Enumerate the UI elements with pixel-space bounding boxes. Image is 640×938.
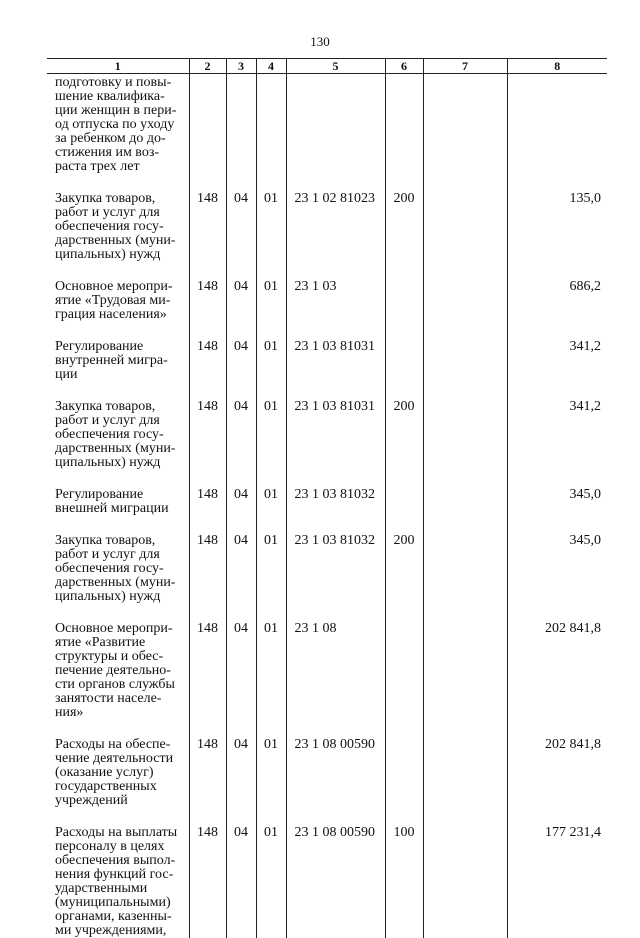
row-name-line: раста трех лет <box>55 160 187 174</box>
row-expense-type-cell <box>385 262 423 322</box>
row-name-cell <box>47 382 189 470</box>
table-row <box>47 604 607 720</box>
row-amount-cell: 177 231,4 <box>507 808 607 938</box>
row-amount-cell <box>507 74 607 175</box>
row-expense-type-cell: 100 <box>385 808 423 938</box>
row-target-code-cell: 23 1 03 <box>286 262 385 322</box>
row-subsection-cell: 04 <box>226 720 256 808</box>
row-target-code-cell: 23 1 08 00590 <box>286 808 385 938</box>
table-row <box>47 720 607 808</box>
row-section-cell: 148 <box>189 322 226 382</box>
row-name-line: дарственных (муни- <box>55 576 187 590</box>
row-subsection2-cell: 01 <box>256 322 286 382</box>
row-name-line: ции <box>55 368 187 382</box>
row-name-line: обеспечения госу- <box>55 562 187 576</box>
row-name-line: ципальных) нужд <box>55 456 187 470</box>
row-expense-type-cell: 200 <box>385 516 423 604</box>
row-section-cell <box>189 74 226 175</box>
row-name-line: Регулирование <box>55 340 187 354</box>
row-name-line: Закупка товаров, <box>55 400 187 414</box>
row-name-line: ми учреждениями, <box>55 924 187 938</box>
row-subsection-cell: 04 <box>226 516 256 604</box>
row-name-line: Расходы на выплаты <box>55 826 187 840</box>
row-amount-cell: 202 841,8 <box>507 604 607 720</box>
row-col7-cell <box>423 720 507 808</box>
row-col7-cell <box>423 470 507 516</box>
row-name-cell <box>47 322 189 382</box>
row-target-code-cell: 23 1 03 81031 <box>286 322 385 382</box>
row-subsection-cell: 04 <box>226 322 256 382</box>
row-expense-type-cell <box>385 604 423 720</box>
column-header-2: 2 <box>189 59 226 74</box>
row-amount-cell: 686,2 <box>507 262 607 322</box>
row-name-line: структуры и обес- <box>55 650 187 664</box>
table-row <box>47 382 607 470</box>
row-name-cell <box>47 516 189 604</box>
row-name-line: подготовку и повы- <box>55 76 187 90</box>
column-header-1: 1 <box>47 59 189 74</box>
row-name-cell <box>47 174 189 262</box>
row-col7-cell <box>423 174 507 262</box>
row-section-cell: 148 <box>189 382 226 470</box>
row-subsection2-cell: 01 <box>256 174 286 262</box>
table-row <box>47 262 607 322</box>
row-target-code-cell: 23 1 08 00590 <box>286 720 385 808</box>
row-expense-type-cell <box>385 74 423 175</box>
column-header-8: 8 <box>507 59 607 74</box>
row-name-cell <box>47 604 189 720</box>
row-name-line: обеспечения госу- <box>55 220 187 234</box>
row-col7-cell <box>423 808 507 938</box>
row-name-line: обеспечения госу- <box>55 428 187 442</box>
row-subsection-cell: 04 <box>226 262 256 322</box>
row-subsection2-cell: 01 <box>256 808 286 938</box>
row-target-code-cell: 23 1 03 81032 <box>286 470 385 516</box>
row-name-line: органами, казенны- <box>55 910 187 924</box>
column-header-5: 5 <box>286 59 385 74</box>
row-subsection2-cell: 01 <box>256 382 286 470</box>
row-section-cell: 148 <box>189 174 226 262</box>
row-expense-type-cell: 200 <box>385 174 423 262</box>
row-section-cell: 148 <box>189 470 226 516</box>
row-name-cell <box>47 74 189 175</box>
row-section-cell: 148 <box>189 516 226 604</box>
row-subsection2-cell <box>256 74 286 175</box>
row-col7-cell <box>423 516 507 604</box>
row-amount-cell: 341,2 <box>507 382 607 470</box>
row-name-line: Закупка товаров, <box>55 192 187 206</box>
row-subsection-cell: 04 <box>226 808 256 938</box>
table-row <box>47 174 607 262</box>
table-body <box>47 74 607 938</box>
row-name-line: чение деятельности <box>55 752 187 766</box>
row-subsection-cell: 04 <box>226 174 256 262</box>
row-name-line: работ и услуг для <box>55 206 187 220</box>
row-name-cell <box>47 808 189 938</box>
row-name-line: ния» <box>55 706 187 720</box>
row-section-cell: 148 <box>189 262 226 322</box>
row-expense-type-cell: 200 <box>385 382 423 470</box>
row-name-line: ципальных) нужд <box>55 248 187 262</box>
row-target-code-cell <box>286 74 385 175</box>
row-name-line: (муниципальными) <box>55 896 187 910</box>
row-name-line: печение деятельно- <box>55 664 187 678</box>
row-target-code-cell: 23 1 03 81032 <box>286 516 385 604</box>
row-name-line: ципальных) нужд <box>55 590 187 604</box>
row-subsection2-cell: 01 <box>256 604 286 720</box>
row-amount-cell: 341,2 <box>507 322 607 382</box>
row-subsection2-cell: 01 <box>256 516 286 604</box>
row-subsection-cell <box>226 74 256 175</box>
row-name-line: работ и услуг для <box>55 548 187 562</box>
row-section-cell: 148 <box>189 604 226 720</box>
column-header-6: 6 <box>385 59 423 74</box>
row-name-line: обеспечения выпол- <box>55 854 187 868</box>
row-subsection-cell: 04 <box>226 470 256 516</box>
row-section-cell: 148 <box>189 720 226 808</box>
row-section-cell: 148 <box>189 808 226 938</box>
row-col7-cell <box>423 322 507 382</box>
table-row <box>47 74 607 175</box>
table-row <box>47 322 607 382</box>
row-name-cell <box>47 470 189 516</box>
row-name-line: занятости населе- <box>55 692 187 706</box>
row-name-line: дарственных (муни- <box>55 442 187 456</box>
row-col7-cell <box>423 262 507 322</box>
row-name-line: Регулирование <box>55 488 187 502</box>
row-name-line: работ и услуг для <box>55 414 187 428</box>
row-name-line: сти органов службы <box>55 678 187 692</box>
row-name-line: Основное меропри- <box>55 622 187 636</box>
row-name-line: стижения им воз- <box>55 146 187 160</box>
row-name-line: нения функций гос- <box>55 868 187 882</box>
budget-table <box>47 58 607 938</box>
row-target-code-cell: 23 1 02 81023 <box>286 174 385 262</box>
row-amount-cell: 345,0 <box>507 470 607 516</box>
column-header-4: 4 <box>256 59 286 74</box>
column-header-3: 3 <box>226 59 256 74</box>
row-amount-cell: 202 841,8 <box>507 720 607 808</box>
row-name-line: государственных <box>55 780 187 794</box>
table-row <box>47 516 607 604</box>
row-col7-cell <box>423 74 507 175</box>
row-subsection2-cell: 01 <box>256 720 286 808</box>
row-name-line: внутренней мигра- <box>55 354 187 368</box>
row-name-line: внешней миграции <box>55 502 187 516</box>
row-name-line: шение квалифика- <box>55 90 187 104</box>
row-subsection-cell: 04 <box>226 382 256 470</box>
row-name-line: за ребенком до до- <box>55 132 187 146</box>
row-name-line: (оказание услуг) <box>55 766 187 780</box>
row-target-code-cell: 23 1 08 <box>286 604 385 720</box>
row-name-cell <box>47 262 189 322</box>
row-amount-cell: 135,0 <box>507 174 607 262</box>
row-expense-type-cell <box>385 720 423 808</box>
row-name-line: ятие «Трудовая ми- <box>55 294 187 308</box>
table-row <box>47 470 607 516</box>
row-name-line: учреждений <box>55 794 187 808</box>
row-amount-cell: 345,0 <box>507 516 607 604</box>
row-name-line: од отпуска по уходу <box>55 118 187 132</box>
row-subsection2-cell: 01 <box>256 470 286 516</box>
row-name-line: ции женщин в пери- <box>55 104 187 118</box>
row-expense-type-cell <box>385 322 423 382</box>
row-col7-cell <box>423 382 507 470</box>
row-subsection2-cell: 01 <box>256 262 286 322</box>
column-header-7: 7 <box>423 59 507 74</box>
row-name-line: ятие «Развитие <box>55 636 187 650</box>
row-name-line: дарственных (муни- <box>55 234 187 248</box>
row-name-line: Основное меропри- <box>55 280 187 294</box>
row-subsection-cell: 04 <box>226 604 256 720</box>
row-name-line: грация населения» <box>55 308 187 322</box>
table-row <box>47 808 607 938</box>
row-name-line: Расходы на обеспе- <box>55 738 187 752</box>
row-name-line: ударственными <box>55 882 187 896</box>
row-expense-type-cell <box>385 470 423 516</box>
row-target-code-cell: 23 1 03 81031 <box>286 382 385 470</box>
header-row <box>47 59 607 74</box>
row-name-line: персоналу в целях <box>55 840 187 854</box>
page-number: 130 <box>0 34 640 50</box>
row-name-line: Закупка товаров, <box>55 534 187 548</box>
row-col7-cell <box>423 604 507 720</box>
row-name-cell <box>47 720 189 808</box>
